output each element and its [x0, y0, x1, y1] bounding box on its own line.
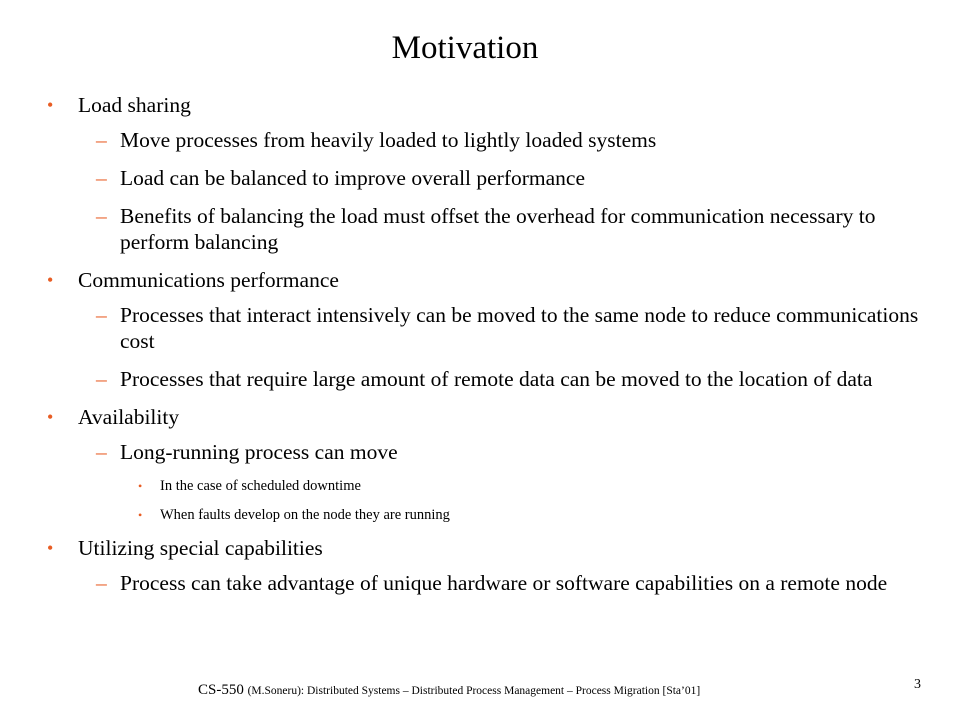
sub-bullet: – Processes that interact intensively can be moved to the same node to reduce communications cost [0, 302, 932, 354]
bullet-load-sharing: • Load sharing [0, 92, 938, 118]
footer-course: CS-550 [198, 682, 244, 698]
slide-title: Motivation [391, 30, 539, 66]
sub-bullet: – Processes that require large amount of remote data can be moved to the location of data [0, 366, 932, 392]
bullet-availability: • Availability [0, 404, 938, 430]
bullet-utilizing-special-capabilities: • Utilizing special capabilities [0, 535, 938, 561]
sub-sub-bullet: • When faults develop on the node they are running [0, 506, 920, 524]
sub-bullet: – Long-running process can move [0, 439, 932, 465]
sub-sub-bullet: • In the case of scheduled downtime [0, 477, 920, 495]
footer-details: (M.Soneru): Distributed Systems – Distributed Process Management – Process Migration [Sta’01] [247, 685, 701, 697]
sub-bullet: – Benefits of balancing the load must offset the overhead for communication necessary to perform balancing [0, 203, 932, 255]
bullet-communications-performance: • Communications performance [0, 267, 938, 293]
sub-bullet: – Process can take advantage of unique hardware or software capabilities on a remote node [0, 570, 932, 596]
sub-bullet: – Load can be balanced to improve overall performance [0, 165, 932, 191]
sub-bullet: – Move processes from heavily loaded to lightly loaded systems [0, 127, 932, 153]
slide-content [0, 92, 960, 608]
page-number: 3 [914, 677, 921, 692]
slide-footer [198, 681, 700, 700]
